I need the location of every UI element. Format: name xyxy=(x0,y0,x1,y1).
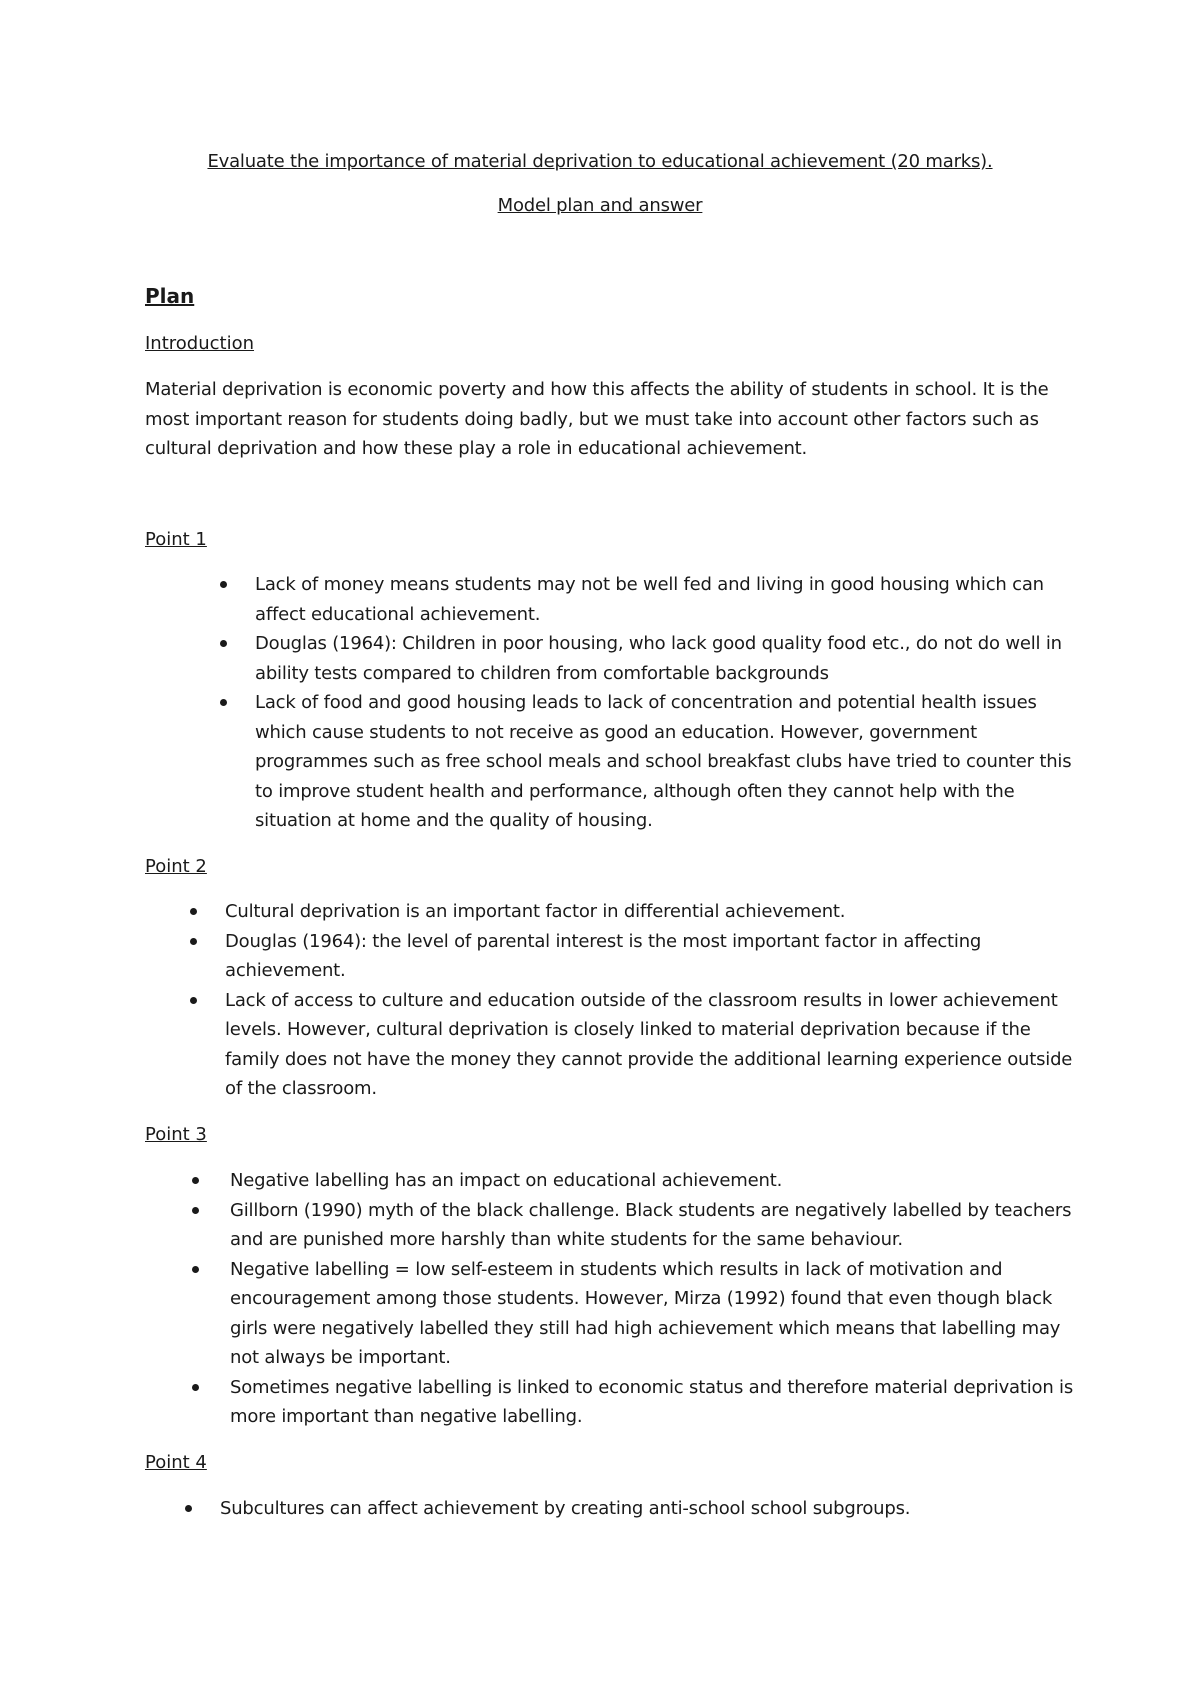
list-item-text: Lack of access to culture and education outside of the classroom results in lower achievement levels. However, cultural deprivation is closely linked to material deprivation because if the family does not have the money they cannot provide the additional learning experience outside of the classroom. xyxy=(225,989,1073,1099)
point-4-list xyxy=(220,1494,1075,1524)
bullet-icon xyxy=(220,640,227,647)
list-item xyxy=(225,897,1075,927)
point-3-heading: Point 3 xyxy=(145,1124,207,1145)
introduction-paragraph: Material deprivation is economic poverty and how this affects the ability of students in school. It is the most important reason for students doing badly, but we must take into account other factors such as cultural deprivation and how these play a role in educational achievement. xyxy=(145,379,1049,459)
bullet-icon xyxy=(192,1266,199,1273)
introduction-heading: Introduction xyxy=(145,333,255,354)
bullet-icon xyxy=(190,997,197,1004)
bullet-icon xyxy=(185,1505,192,1512)
list-item xyxy=(230,1166,1075,1196)
document-subtitle: Model plan and answer xyxy=(497,195,703,216)
list-item-text: Sometimes negative labelling is linked to economic status and therefore material deprivation is more important than negative labelling. xyxy=(230,1376,1074,1427)
list-item xyxy=(230,1373,1075,1432)
list-item xyxy=(225,986,1075,1104)
list-item xyxy=(230,1196,1075,1255)
list-item xyxy=(220,1494,1075,1524)
bullet-icon xyxy=(220,581,227,588)
bullet-icon xyxy=(190,938,197,945)
list-item-text: Douglas (1964): the level of parental interest is the most important factor in affecting achievement. xyxy=(225,930,982,981)
list-item-text: Lack of food and good housing leads to lack of concentration and potential health issues which cause students to not receive as good an education. However, government programmes such as free school meals and school breakfast clubs have tried to counter this to improve student health and performance, although often they cannot help with the situation at home and the quality of housing. xyxy=(255,692,1072,831)
point-1-list xyxy=(255,570,1075,836)
bullet-icon xyxy=(192,1207,199,1214)
list-item-text: Cultural deprivation is an important factor in differential achievement. xyxy=(225,901,846,922)
list-item xyxy=(230,1255,1075,1373)
bullet-icon xyxy=(220,699,227,706)
point-2-list xyxy=(225,897,1075,1104)
point-4-heading: Point 4 xyxy=(145,1452,207,1473)
bullet-icon xyxy=(190,908,197,915)
list-item-text: Negative labelling has an impact on educational achievement. xyxy=(230,1170,783,1191)
point-2-heading: Point 2 xyxy=(145,856,207,877)
list-item xyxy=(255,629,1075,688)
plan-heading: Plan xyxy=(145,284,195,308)
list-item xyxy=(255,570,1075,629)
list-item xyxy=(225,927,1075,986)
list-item-text: Gillborn (1990) myth of the black challenge. Black students are negatively labelled by teachers and are punished more harshly than white students for the same behaviour. xyxy=(230,1199,1072,1250)
list-item-text: Subcultures can affect achievement by creating anti-school school subgroups. xyxy=(220,1498,911,1519)
bullet-icon xyxy=(192,1177,199,1184)
document-title: Evaluate the importance of material deprivation to educational achievement (20 marks). xyxy=(207,151,993,172)
point-1-heading: Point 1 xyxy=(145,529,207,550)
list-item-text: Negative labelling = low self-esteem in students which results in lack of motivation and encouragement among those students. However, Mirza (1992) found that even though black girls were negatively labelled they still had high achievement which means that labelling may not always be important. xyxy=(230,1258,1061,1368)
list-item-text: Lack of money means students may not be well fed and living in good housing which can affect educational achievement. xyxy=(255,574,1044,625)
bullet-icon xyxy=(192,1384,199,1391)
list-item-text: Douglas (1964): Children in poor housing, who lack good quality food etc., do not do well in ability tests compared to children from comfortable backgrounds xyxy=(255,633,1062,684)
list-item xyxy=(255,688,1075,836)
point-3-list xyxy=(230,1166,1075,1432)
